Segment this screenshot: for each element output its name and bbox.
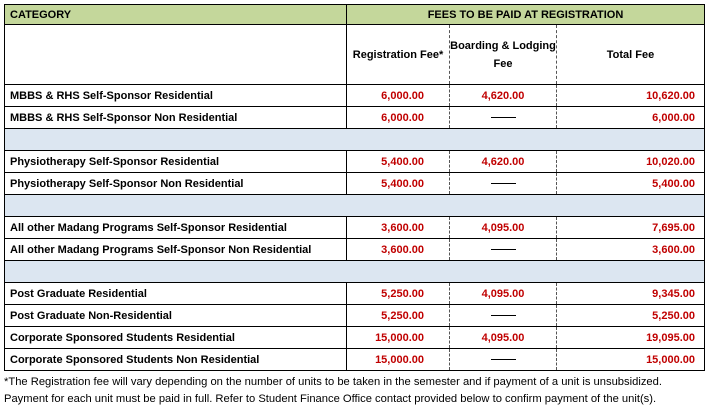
category-cell: All other Madang Programs Self-Sponsor Non Residential: [5, 239, 347, 260]
category-cell: Corporate Sponsored Students Non Residential: [5, 349, 347, 370]
total-fee-header: Total Fee: [606, 48, 655, 61]
footnote-line-1: *The Registration fee will vary depending on the number of units to be taken in the semester and if payment of a unit is unsubsidized.: [4, 376, 662, 388]
no-fee-dash: [491, 117, 516, 118]
no-fee-dash: [491, 183, 516, 184]
footnote-line-2: Payment for each unit must be paid in full. Refer to Student Finance Office contact provided below to confirm payment of the unit(s).: [4, 393, 657, 405]
category-cell: Physiotherapy Self-Sponsor Non Residential: [5, 173, 347, 194]
table-row: [4, 327, 705, 349]
category-cell: MBBS & RHS Self-Sponsor Residential: [5, 85, 347, 106]
fees-header: FEES TO BE PAID AT REGISTRATION: [427, 8, 624, 21]
registration-fee-cell: 3,600.00: [347, 217, 450, 238]
table-row: [4, 85, 705, 107]
no-fee-dash: [491, 359, 516, 360]
table-row: [4, 173, 705, 195]
total-fee-cell: 15,000.00: [646, 353, 695, 366]
table-row: [4, 217, 705, 239]
table-row: [4, 305, 705, 327]
group-separator: [4, 195, 705, 217]
category-cell: All other Madang Programs Self-Sponsor Residential: [5, 217, 347, 238]
boarding-fee-cell: [450, 349, 557, 370]
table-row: [4, 239, 705, 261]
total-fee-cell: 9,345.00: [652, 287, 695, 300]
boarding-fee-cell: 4,095.00: [450, 217, 557, 238]
registration-fee-cell: 6,000.00: [347, 85, 450, 106]
boarding-fee-cell: 4,620.00: [450, 85, 557, 106]
total-fee-cell: 3,600.00: [652, 243, 695, 256]
boarding-fee-cell: [450, 305, 557, 326]
total-fee-cell: 19,095.00: [646, 331, 695, 344]
boarding-fee-cell: [450, 107, 557, 128]
total-fee-cell: 10,020.00: [646, 155, 695, 168]
total-fee-cell: 10,620.00: [646, 89, 695, 102]
group-separator: [4, 129, 705, 151]
registration-fee-cell: 6,000.00: [347, 107, 450, 128]
no-fee-dash: [491, 249, 516, 250]
total-fee-cell: 5,250.00: [652, 309, 695, 322]
registration-fee-cell: 3,600.00: [347, 239, 450, 260]
registration-fee-cell: 5,250.00: [347, 305, 450, 326]
total-fee-cell: 7,695.00: [652, 221, 695, 234]
no-fee-dash: [491, 315, 516, 316]
boarding-fee-cell: 4,095.00: [450, 327, 557, 348]
footnote: [4, 374, 708, 408]
table-row: [4, 283, 705, 305]
registration-fee-cell: 5,400.00: [347, 173, 450, 194]
table-header-columns: [4, 25, 705, 85]
category-cell: Post Graduate Non-Residential: [5, 305, 347, 326]
boarding-fee-cell: 4,095.00: [450, 283, 557, 304]
boarding-fee-cell: [450, 173, 557, 194]
fees-table: [4, 4, 705, 367]
boarding-fee-cell: 4,620.00: [450, 151, 557, 172]
group-separator: [4, 261, 705, 283]
boarding-fee-header: Boarding & Lodging Fee: [450, 25, 557, 84]
registration-fee-cell: 5,400.00: [347, 151, 450, 172]
category-cell: Physiotherapy Self-Sponsor Residential: [5, 151, 347, 172]
category-cell: Corporate Sponsored Students Residential: [5, 327, 347, 348]
table-row: [4, 151, 705, 173]
registration-fee-cell: 15,000.00: [347, 349, 450, 370]
category-header-blank: [5, 25, 347, 84]
category-cell: Post Graduate Residential: [5, 283, 347, 304]
total-fee-cell: 6,000.00: [652, 111, 695, 124]
table-row: [4, 349, 705, 371]
category-cell: MBBS & RHS Self-Sponsor Non Residential: [5, 107, 347, 128]
table-row: [4, 107, 705, 129]
total-fee-cell: 5,400.00: [652, 177, 695, 190]
boarding-fee-cell: [450, 239, 557, 260]
registration-fee-cell: 5,250.00: [347, 283, 450, 304]
registration-fee-header: Registration Fee*: [347, 25, 450, 84]
category-header: CATEGORY: [5, 5, 347, 24]
table-header-top: [4, 4, 705, 25]
registration-fee-cell: 15,000.00: [347, 327, 450, 348]
